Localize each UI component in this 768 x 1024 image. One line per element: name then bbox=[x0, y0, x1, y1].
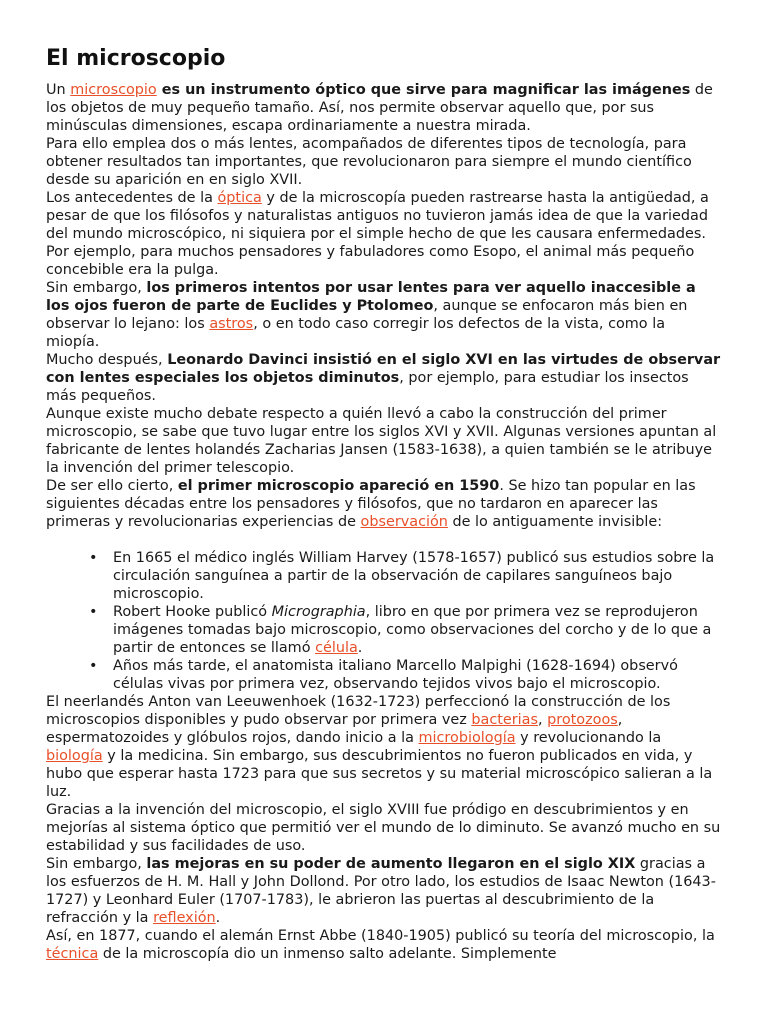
paragraph-intro: Un microscopio es un instrumento óptico que sirve para magnificar las imágenes de los objetos de muy pequeño tamaño. Así, nos permite observar aquello que, por sus minúsculas dimensiones, escapa ordinariamente a nuestra mirada. bbox=[46, 82, 713, 134]
history-list bbox=[46, 549, 722, 693]
link-astros[interactable]: astros bbox=[209, 316, 254, 332]
list-item: • Robert Hooke publicó Micrographia, libro en que por primera vez se reprodujeron imágenes tomadas bajo microscopio, como observaciones del corcho y de lo que a partir de entonces se llamó célula. bbox=[89, 604, 712, 656]
paragraph-lentes: Para ello emplea dos o más lentes, acompañados de diferentes tipos de tecnología, para obtener resultados tan importantes, que revolucionaron para siempre el mundo científico desde su aparición en en siglo XVII. bbox=[46, 136, 692, 188]
paragraph-leeuwenhoek: El neerlandés Anton van Leeuwenhoek (1632-1723) perfeccionó la construcción de los microscopios disponibles y pudo observar por primera vez bacterias, protozoos, espermatozoides y glóbulos rojos, dando inicio a la microbiología y revolucionando la biología y la medicina. Sin embargo, sus descubrimientos no fueron publicados en vida, y hubo que esperar hasta 1723 para que sus secretos y su material microscópico salieran a la luz. bbox=[46, 694, 713, 800]
link-tecnica[interactable]: técnica bbox=[46, 946, 99, 962]
paragraph-1590: De ser ello cierto, el primer microscopio apareció en 1590. Se hizo tan popular en las siguientes décadas entre los pensadores y filósofos, que no tardaron en aparecer las primeras y revolucionarias experiencias de observación de lo antiguamente invisible: bbox=[46, 478, 696, 530]
paragraph-euclides: Sin embargo, los primeros intentos por usar lentes para ver aquello inaccesible a los ojos fueron de parte de Euclides y Ptolomeo, aunque se enfocaron más bien en observar lo lejano: los astros, o en todo caso corregir los defectos de la vista, como la miopía. bbox=[46, 280, 696, 350]
bullet-marker: • bbox=[89, 658, 98, 674]
paragraph-antecedentes: Los antecedentes de la óptica y de la microscopía pueden rastrearse hasta la antigüedad, a pesar de que los filósofos y naturalistas antiguos no tuvieron jamás idea de que la variedad del mundo microscópico, ni siquiera por el simple hecho de que les causara enfermedades. Por ejemplo, para muchos pensadores y fabuladores como Esopo, el animal más pequeño concebible era la pulga. bbox=[46, 190, 709, 278]
bullet-marker: • bbox=[89, 604, 98, 620]
link-bacterias[interactable]: bacterias bbox=[471, 712, 538, 728]
paragraph-jansen: Aunque existe mucho debate respecto a quién llevó a cabo la construcción del primer microscopio, se sabe que tuvo lugar entre los siglos XVI y XVII. Algunas versiones apuntan al fabricante de lentes holandés Zacharias Jansen (1583-1638), a quien también se le atribuye la invención del primer telescopio. bbox=[46, 406, 717, 476]
paragraph-siglo-xviii: Gracias a la invención del microscopio, el siglo XVIII fue pródigo en descubrimientos y en mejorías al sistema óptico que permitió ver el mundo de lo diminuto. Se avanzó mucho en su estabilidad y sus facilidades de uso. bbox=[46, 802, 721, 854]
link-protozoos[interactable]: protozoos bbox=[547, 712, 618, 728]
link-reflexion[interactable]: reflexión bbox=[153, 910, 216, 926]
paragraph-abbe: Así, en 1877, cuando el alemán Ernst Abbe (1840-1905) publicó su teoría del microscopio, la técnica de la microscopía dio un inmenso salto adelante. Simplemente bbox=[46, 928, 715, 962]
link-microbiologia[interactable]: microbiología bbox=[418, 730, 516, 746]
paragraph-davinci: Mucho después, Leonardo Davinci insistió en el siglo XVI en las virtudes de observar con lentes especiales los objetos diminutos, por ejemplo, para estudiar los insectos más pequeños. bbox=[46, 352, 721, 404]
bullet-marker: • bbox=[89, 550, 98, 566]
page-title: El microscopio bbox=[46, 46, 226, 71]
link-celula[interactable]: célula bbox=[315, 640, 358, 656]
list-item: • En 1665 el médico inglés William Harvey (1578-1657) publicó sus estudios sobre la circulación sanguínea a partir de la observación de capilares sanguíneos bajo microscopio. bbox=[89, 550, 715, 602]
paragraph-siglo-xix: Sin embargo, las mejoras en su poder de aumento llegaron en el siglo XIX gracias a los esfuerzos de H. M. Hall y John Dollond. Por otro lado, los estudios de Isaac Newton (1643-1727) y Leonhard Euler (1707-1783), le abrieron las puertas al descubrimiento de la refracción y la reflexión. bbox=[46, 856, 716, 926]
link-microscopio[interactable]: microscopio bbox=[70, 82, 157, 98]
link-observacion[interactable]: observación bbox=[360, 514, 448, 530]
link-biologia[interactable]: biología bbox=[46, 748, 103, 764]
list-item: • Años más tarde, el anatomista italiano Marcello Malpighi (1628-1694) observó células vivas por primera vez, observando tejidos vivos bajo el microscopio. bbox=[89, 658, 678, 692]
link-optica[interactable]: óptica bbox=[217, 190, 262, 206]
